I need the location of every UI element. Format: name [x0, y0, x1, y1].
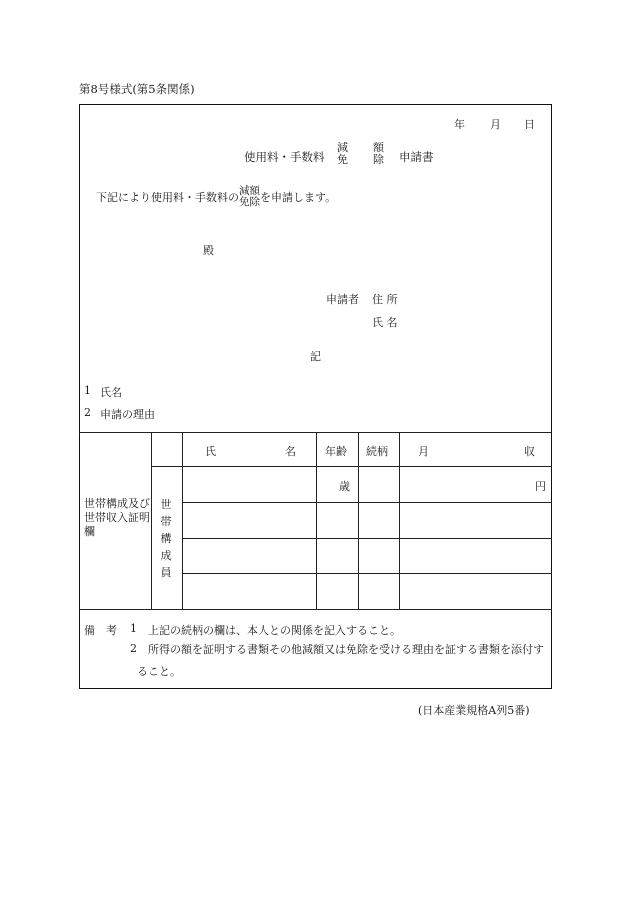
form-number: 第8号様式(第5条関係) [79, 82, 195, 96]
item-text: 氏名 [100, 386, 122, 399]
table-row-divider [182, 538, 552, 539]
ki-heading: 記 [310, 350, 321, 363]
remark-text: 所得の額を証明する書類その他減額又は免除を受ける理由を証する書類を添付すること。 [137, 643, 544, 678]
members-label-char: 成 [160, 549, 172, 562]
header-name-right: 名 [285, 445, 296, 458]
header-relation: 続柄 [366, 445, 388, 458]
header-name-left: 氏 [205, 445, 216, 458]
item-text: 申請の理由 [100, 408, 155, 421]
header-income-right: 収 [524, 445, 535, 458]
header-age: 年齢 [325, 445, 347, 458]
date-month-label: 月 [490, 118, 501, 131]
intro-before: 下記により使用料・手数料の [96, 191, 239, 204]
title-amount-top: 額 [373, 141, 384, 154]
intro-stack-bottom: 免除 [239, 196, 260, 208]
intro-sentence [96, 186, 336, 208]
applicant-address-label: 住 所 [372, 293, 398, 306]
table-col-divider [316, 432, 317, 609]
remark-text: 上記の続柄の欄は、本人との関係を記入すること。 [148, 624, 401, 637]
table-col-divider [182, 432, 183, 609]
title-suffix: 申請書 [399, 150, 434, 164]
date-day-label: 日 [524, 118, 535, 131]
table-bottom-border [79, 609, 552, 610]
title-prefix: 使用料・手数料 [244, 150, 325, 164]
members-label-char: 員 [160, 566, 172, 579]
item-number: 2 [84, 406, 91, 419]
table-col-divider [399, 432, 400, 609]
intro-after: を申請します。 [260, 191, 337, 204]
table-row-divider [182, 573, 552, 574]
table-row-divider [182, 502, 552, 503]
applicant-label: 申請者 [326, 293, 359, 306]
remark-number: 1 [130, 622, 137, 635]
title-amount-stack [373, 141, 384, 166]
title-reduce-stack [337, 141, 348, 166]
remark-number: 2 [130, 642, 137, 655]
remarks-label: 備 考 [84, 624, 117, 637]
members-label-vertical [158, 496, 174, 581]
household-section-label: 世帯構成及び世帯収入証明欄 [84, 497, 150, 538]
intro-stack [239, 186, 260, 208]
intro-stack-top: 減額 [239, 185, 260, 197]
item-number: 1 [84, 384, 91, 397]
table-row-divider [151, 466, 552, 467]
date-year-label: 年 [454, 118, 465, 131]
header-income-left: 月 [418, 445, 429, 458]
applicant-name-label: 氏 名 [372, 316, 398, 329]
members-label-char: 世 [160, 498, 172, 511]
income-unit: 円 [535, 480, 546, 493]
members-label-char: 構 [160, 532, 172, 545]
paper-size-note: (日本産業規格A列5番) [418, 704, 530, 717]
table-col-divider [358, 432, 359, 609]
members-label-char: 帯 [160, 515, 172, 528]
title-reduce-top: 減 [337, 141, 348, 154]
title-amount-bottom: 除 [373, 153, 384, 166]
title-reduce-bottom: 免 [337, 153, 348, 166]
addressee-suffix: 殿 [203, 244, 214, 257]
table-col-divider [151, 432, 152, 609]
age-unit: 歳 [339, 480, 350, 493]
